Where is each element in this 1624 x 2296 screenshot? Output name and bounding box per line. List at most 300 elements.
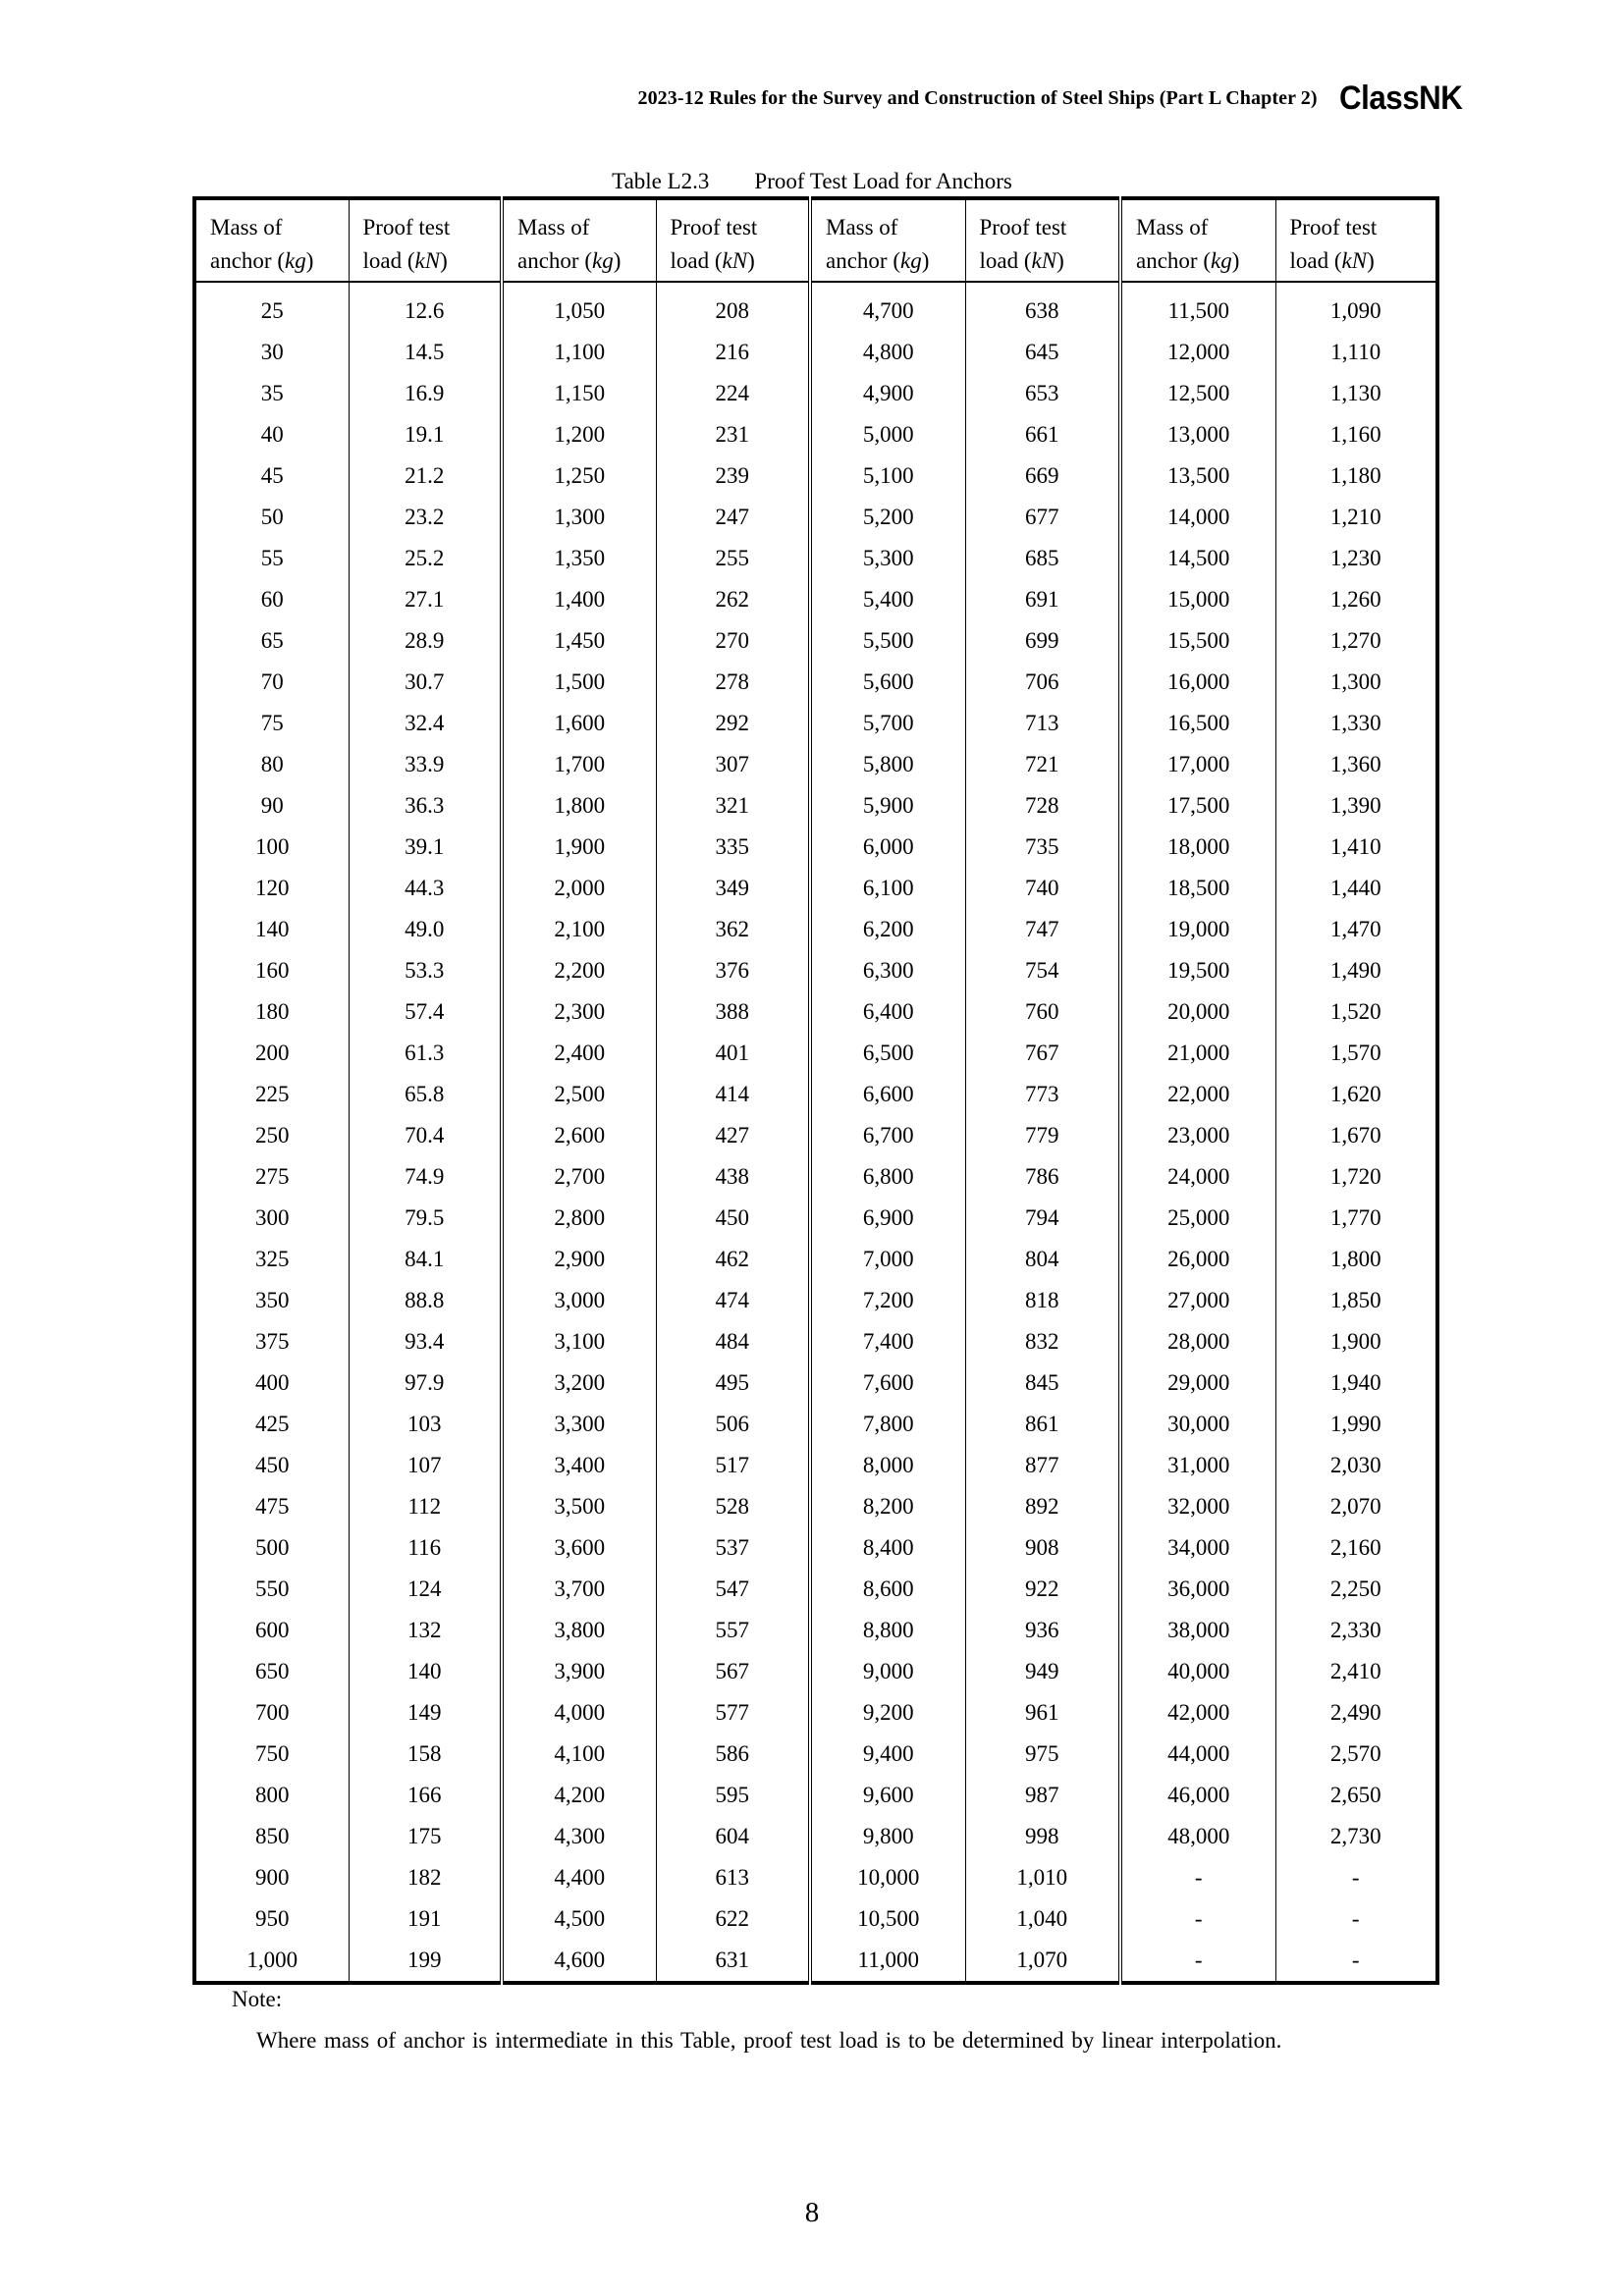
classnk-logo: ClassNK — [1338, 80, 1463, 117]
anchor-mass-cell: 19,000 — [1120, 909, 1275, 950]
proof-load-cell: 32.4 — [349, 703, 502, 744]
table-row — [194, 1775, 1437, 1816]
anchor-mass-cell: 29,000 — [1120, 1362, 1275, 1404]
proof-load-cell: 414 — [656, 1074, 810, 1115]
proof-load-cell: 388 — [656, 991, 810, 1033]
proof-load-cell: 199 — [349, 1940, 502, 1983]
header-cell-unit: load (kN) — [656, 241, 810, 282]
proof-load-cell: 892 — [965, 1486, 1120, 1527]
header-cell-unit: anchor (kg) — [194, 241, 349, 282]
proof-load-cell: 84.1 — [349, 1239, 502, 1280]
proof-load-cell: 773 — [965, 1074, 1120, 1115]
table-row — [194, 455, 1437, 497]
proof-load-cell: 987 — [965, 1775, 1120, 1816]
proof-load-cell: 728 — [965, 785, 1120, 827]
anchor-mass-cell: 15,500 — [1120, 620, 1275, 662]
proof-load-cell: 832 — [965, 1321, 1120, 1362]
anchor-mass-cell: 1,400 — [502, 579, 656, 620]
anchor-mass-cell: 16,000 — [1120, 662, 1275, 703]
proof-load-cell: 97.9 — [349, 1362, 502, 1404]
table-row — [194, 827, 1437, 868]
anchor-mass-cell: 27,000 — [1120, 1280, 1275, 1321]
proof-load-cell: 93.4 — [349, 1321, 502, 1362]
anchor-mass-cell: 13,500 — [1120, 455, 1275, 497]
anchor-mass-cell: 32,000 — [1120, 1486, 1275, 1527]
proof-load-cell: 462 — [656, 1239, 810, 1280]
anchor-mass-cell: 3,200 — [502, 1362, 656, 1404]
anchor-mass-cell: 450 — [255, 1453, 290, 1477]
anchor-mass-cell: 44,000 — [1120, 1734, 1275, 1775]
proof-load-cell: 61.3 — [349, 1033, 502, 1074]
table-row — [194, 1115, 1437, 1156]
proof-load-cell: 604 — [656, 1816, 810, 1857]
proof-load-cell: 2,570 — [1275, 1734, 1437, 1775]
proof-load-cell: 1,900 — [1275, 1321, 1437, 1362]
anchor-mass-cell: 55 — [260, 546, 284, 570]
table-row — [194, 1940, 1437, 1983]
proof-load-cell: 16.9 — [349, 373, 502, 414]
proof-load-cell: 335 — [656, 827, 810, 868]
table-body — [194, 282, 1437, 1983]
proof-load-cell: 547 — [656, 1569, 810, 1610]
table-row — [194, 282, 1437, 332]
anchor-mass-cell: 475 — [255, 1494, 290, 1519]
table-row — [194, 1239, 1437, 1280]
proof-load-cell: 2,650 — [1275, 1775, 1437, 1816]
header-cell: Proof test — [349, 198, 502, 241]
anchor-mass-cell: 10,000 — [810, 1857, 965, 1898]
proof-load-cell: 1,620 — [1275, 1074, 1437, 1115]
proof-load-cell: 1,410 — [1275, 827, 1437, 868]
anchor-mass-cell: 200 — [255, 1041, 290, 1065]
anchor-mass-cell: 2,200 — [502, 950, 656, 991]
proof-load-cell: 1,300 — [1275, 662, 1437, 703]
table-row — [194, 414, 1437, 455]
proof-load-cell: - — [1275, 1857, 1437, 1898]
proof-load-cell: 1,440 — [1275, 868, 1437, 909]
anchor-mass-cell: 40 — [260, 422, 284, 447]
header-cell: Mass of — [810, 198, 965, 241]
anchor-mass-cell: 90 — [260, 793, 284, 818]
anchor-mass-cell: 20,000 — [1120, 991, 1275, 1033]
proof-load-cell: 760 — [965, 991, 1120, 1033]
anchor-mass-cell: 2,700 — [502, 1156, 656, 1198]
proof-load-cell: 706 — [965, 662, 1120, 703]
proof-load-cell: 321 — [656, 785, 810, 827]
table-row — [194, 1280, 1437, 1321]
anchor-mass-cell: 4,400 — [502, 1857, 656, 1898]
proof-load-cell: 1,360 — [1275, 744, 1437, 785]
proof-load-cell: 577 — [656, 1692, 810, 1734]
anchor-mass-cell: 12,500 — [1120, 373, 1275, 414]
proof-load-cell: 908 — [965, 1527, 1120, 1569]
anchor-mass-cell: 7,800 — [810, 1404, 965, 1445]
proof-load-cell: 1,670 — [1275, 1115, 1437, 1156]
table-row — [194, 1816, 1437, 1857]
proof-load-cell: - — [1275, 1940, 1437, 1983]
anchor-mass-cell: 1,150 — [502, 373, 656, 414]
anchor-mass-cell: 8,200 — [810, 1486, 965, 1527]
proof-load-cell: 804 — [965, 1239, 1120, 1280]
proof-load-cell: 1,520 — [1275, 991, 1437, 1033]
proof-load-cell: 506 — [656, 1404, 810, 1445]
anchor-mass-cell: 14,500 — [1120, 538, 1275, 579]
anchor-mass-cell: 3,400 — [502, 1445, 656, 1486]
anchor-mass-cell: 4,500 — [502, 1898, 656, 1940]
proof-load-cell: 14.5 — [349, 332, 502, 373]
anchor-mass-cell: 7,200 — [810, 1280, 965, 1321]
anchor-mass-cell: 1,000 — [246, 1948, 298, 1972]
proof-load-cell: 537 — [656, 1527, 810, 1569]
proof-load-cell: 1,230 — [1275, 538, 1437, 579]
anchor-mass-cell: 18,500 — [1120, 868, 1275, 909]
anchor-mass-cell: 80 — [260, 752, 284, 776]
proof-load-cell: 270 — [656, 620, 810, 662]
proof-load-cell: 936 — [965, 1610, 1120, 1651]
proof-load-cell: 622 — [656, 1898, 810, 1940]
anchor-mass-cell: 6,700 — [810, 1115, 965, 1156]
header-cell-unit: load (kN) — [965, 241, 1120, 282]
table-row — [194, 991, 1437, 1033]
anchor-mass-cell: 3,300 — [502, 1404, 656, 1445]
anchor-mass-cell: 3,000 — [502, 1280, 656, 1321]
proof-load-cell: 669 — [965, 455, 1120, 497]
anchor-mass-cell: 120 — [255, 876, 290, 900]
anchor-mass-cell: 5,100 — [810, 455, 965, 497]
anchor-mass-cell: 8,000 — [810, 1445, 965, 1486]
anchor-mass-cell: 5,200 — [810, 497, 965, 538]
anchor-mass-cell: 70 — [260, 669, 284, 694]
anchor-mass-cell: 8,400 — [810, 1527, 965, 1569]
anchor-mass-cell: 25,000 — [1120, 1198, 1275, 1239]
proof-load-cell: 1,800 — [1275, 1239, 1437, 1280]
anchor-mass-cell: 13,000 — [1120, 414, 1275, 455]
proof-load-cell: 79.5 — [349, 1198, 502, 1239]
proof-load-cell: 2,410 — [1275, 1651, 1437, 1692]
proof-load-cell: 998 — [965, 1816, 1120, 1857]
anchor-mass-cell: 850 — [255, 1824, 290, 1848]
proof-load-cell: 1,390 — [1275, 785, 1437, 827]
anchor-mass-cell: 8,600 — [810, 1569, 965, 1610]
anchor-mass-cell: 36,000 — [1120, 1569, 1275, 1610]
anchor-mass-cell: 17,500 — [1120, 785, 1275, 827]
proof-load-cell: 70.4 — [349, 1115, 502, 1156]
proof-load-cell: 140 — [349, 1651, 502, 1692]
table-row — [194, 1898, 1437, 1940]
anchor-mass-cell: 3,600 — [502, 1527, 656, 1569]
proof-load-cell: 779 — [965, 1115, 1120, 1156]
table-row — [194, 1486, 1437, 1527]
proof-load-cell: 1,070 — [965, 1940, 1120, 1983]
anchor-mass-cell: 6,200 — [810, 909, 965, 950]
table-row — [194, 620, 1437, 662]
anchor-mass-cell: 3,700 — [502, 1569, 656, 1610]
anchor-mass-cell: 42,000 — [1120, 1692, 1275, 1734]
anchor-mass-cell: 11,000 — [810, 1940, 965, 1983]
proof-load-cell: 1,010 — [965, 1857, 1120, 1898]
proof-load-cell: 2,030 — [1275, 1445, 1437, 1486]
anchor-mass-cell: 350 — [255, 1288, 290, 1312]
anchor-mass-cell: 6,300 — [810, 950, 965, 991]
proof-load-cell: 278 — [656, 662, 810, 703]
anchor-mass-cell: 500 — [255, 1535, 290, 1560]
anchor-mass-cell: 17,000 — [1120, 744, 1275, 785]
proof-load-cell: 88.8 — [349, 1280, 502, 1321]
header-cell-unit: anchor (kg) — [810, 241, 965, 282]
table-row — [194, 373, 1437, 414]
proof-load-cell: 613 — [656, 1857, 810, 1898]
anchor-mass-cell: 600 — [255, 1618, 290, 1642]
anchor-mass-cell: 100 — [255, 834, 290, 859]
proof-load-cell: 735 — [965, 827, 1120, 868]
table-row — [194, 744, 1437, 785]
proof-load-cell: 975 — [965, 1734, 1120, 1775]
anchor-mass-cell: 5,800 — [810, 744, 965, 785]
anchor-mass-cell: - — [1120, 1940, 1275, 1983]
proof-load-cell: 112 — [349, 1486, 502, 1527]
anchor-mass-cell: 21,000 — [1120, 1033, 1275, 1074]
anchor-mass-cell: 4,700 — [810, 282, 965, 332]
anchor-mass-cell: 7,400 — [810, 1321, 965, 1362]
proof-load-cell: 721 — [965, 744, 1120, 785]
proof-load-cell: 21.2 — [349, 455, 502, 497]
anchor-mass-cell: 750 — [255, 1741, 290, 1766]
proof-load-cell: 1,330 — [1275, 703, 1437, 744]
running-header — [0, 75, 1473, 122]
proof-load-cell: 567 — [656, 1651, 810, 1692]
table-row — [194, 785, 1437, 827]
proof-load-cell: 27.1 — [349, 579, 502, 620]
anchor-mass-cell: 60 — [260, 587, 284, 612]
anchor-mass-cell: 375 — [255, 1329, 290, 1354]
anchor-mass-cell: 5,400 — [810, 579, 965, 620]
anchor-mass-cell: 2,600 — [502, 1115, 656, 1156]
anchor-mass-cell: 34,000 — [1120, 1527, 1275, 1569]
anchor-mass-cell: 6,600 — [810, 1074, 965, 1115]
proof-load-cell: 1,940 — [1275, 1362, 1437, 1404]
anchor-mass-cell: 2,500 — [502, 1074, 656, 1115]
anchor-mass-cell: 250 — [255, 1123, 290, 1148]
header-cell-unit: load (kN) — [349, 241, 502, 282]
anchor-mass-cell: 700 — [255, 1700, 290, 1725]
anchor-mass-cell: 4,200 — [502, 1775, 656, 1816]
anchor-mass-cell: 6,500 — [810, 1033, 965, 1074]
proof-load-cell: 124 — [349, 1569, 502, 1610]
anchor-mass-cell: 4,300 — [502, 1816, 656, 1857]
proof-load-cell: 949 — [965, 1651, 1120, 1692]
anchor-mass-cell: 1,800 — [502, 785, 656, 827]
anchor-mass-cell: 9,000 — [810, 1651, 965, 1692]
table-row — [194, 662, 1437, 703]
anchor-mass-cell: 9,400 — [810, 1734, 965, 1775]
table-row — [194, 1569, 1437, 1610]
proof-load-cell: 247 — [656, 497, 810, 538]
note-text: Where mass of anchor is intermediate in this Table, proof test load is to be determined by linear interpolation. — [256, 2028, 1282, 2053]
anchor-mass-cell: 160 — [255, 958, 290, 983]
anchor-mass-cell: 4,800 — [810, 332, 965, 373]
anchor-mass-cell: 2,800 — [502, 1198, 656, 1239]
anchor-mass-cell: 19,500 — [1120, 950, 1275, 991]
table-row — [194, 1692, 1437, 1734]
proof-load-cell: 191 — [349, 1898, 502, 1940]
proof-load-cell: 691 — [965, 579, 1120, 620]
proof-load-cell: 149 — [349, 1692, 502, 1734]
proof-load-cell: 1,990 — [1275, 1404, 1437, 1445]
anchor-mass-cell: 650 — [255, 1659, 290, 1683]
anchor-mass-cell: 50 — [260, 505, 284, 529]
proof-load-cell: 362 — [656, 909, 810, 950]
proof-load-cell: 645 — [965, 332, 1120, 373]
proof-load-cell: 922 — [965, 1569, 1120, 1610]
proof-load-cell: 1,180 — [1275, 455, 1437, 497]
proof-load-cell: 961 — [965, 1692, 1120, 1734]
header-cell: Mass of — [1120, 198, 1275, 241]
proof-load-cell: 2,160 — [1275, 1527, 1437, 1569]
anchor-mass-cell: 5,000 — [810, 414, 965, 455]
header-cell-unit: anchor (kg) — [502, 241, 656, 282]
anchor-mass-cell: 2,400 — [502, 1033, 656, 1074]
proof-load-cell: 2,250 — [1275, 1569, 1437, 1610]
anchor-mass-cell: 275 — [255, 1164, 290, 1189]
header-cell: Proof test — [965, 198, 1120, 241]
anchor-mass-cell: 180 — [255, 999, 290, 1024]
table-row — [194, 950, 1437, 991]
proof-load-cell: 216 — [656, 332, 810, 373]
anchor-mass-cell: 31,000 — [1120, 1445, 1275, 1486]
proof-load-cell: 39.1 — [349, 827, 502, 868]
proof-load-cell: 631 — [656, 1940, 810, 1983]
table-row — [194, 1857, 1437, 1898]
anchor-mass-cell: 75 — [260, 711, 284, 735]
anchor-mass-cell: 425 — [255, 1412, 290, 1436]
anchor-mass-cell: 40,000 — [1120, 1651, 1275, 1692]
anchor-mass-cell: 4,000 — [502, 1692, 656, 1734]
proof-load-cell: 638 — [965, 282, 1120, 332]
proof-load-cell: 239 — [656, 455, 810, 497]
anchor-mass-cell: 1,300 — [502, 497, 656, 538]
anchor-mass-cell: 5,700 — [810, 703, 965, 744]
proof-load-cell: 36.3 — [349, 785, 502, 827]
proof-load-cell: 586 — [656, 1734, 810, 1775]
anchor-mass-cell: 65 — [260, 628, 284, 653]
proof-load-cell: 1,490 — [1275, 950, 1437, 991]
anchor-mass-cell: 3,500 — [502, 1486, 656, 1527]
proof-load-cell: 653 — [965, 373, 1120, 414]
proof-load-cell: 175 — [349, 1816, 502, 1857]
anchor-mass-cell: 4,600 — [502, 1940, 656, 1983]
anchor-mass-cell: 5,600 — [810, 662, 965, 703]
proof-load-cell: 1,470 — [1275, 909, 1437, 950]
proof-load-cell: 685 — [965, 538, 1120, 579]
anchor-mass-cell: 28,000 — [1120, 1321, 1275, 1362]
proof-load-cell: 747 — [965, 909, 1120, 950]
anchor-mass-cell: 7,000 — [810, 1239, 965, 1280]
anchor-mass-cell: 12,000 — [1120, 332, 1275, 373]
anchor-mass-cell: 5,900 — [810, 785, 965, 827]
anchor-mass-cell: 400 — [255, 1370, 290, 1395]
proof-load-cell: 30.7 — [349, 662, 502, 703]
anchor-mass-cell: 800 — [255, 1783, 290, 1807]
proof-load-cell: 53.3 — [349, 950, 502, 991]
anchor-mass-cell: 6,000 — [810, 827, 965, 868]
proof-load-cell: 557 — [656, 1610, 810, 1651]
proof-load-cell: 818 — [965, 1280, 1120, 1321]
proof-load-cell: 376 — [656, 950, 810, 991]
table-caption: Table L2.3 Proof Test Load for Anchors — [612, 169, 1012, 193]
anchor-mass-cell: 15,000 — [1120, 579, 1275, 620]
anchor-mass-cell: 30 — [260, 340, 284, 364]
table-row — [194, 1651, 1437, 1692]
proof-load-cell: 474 — [656, 1280, 810, 1321]
proof-load-cell: 1,130 — [1275, 373, 1437, 414]
anchor-mass-cell: 26,000 — [1120, 1239, 1275, 1280]
anchor-mass-cell: 46,000 — [1120, 1775, 1275, 1816]
proof-load-cell: 699 — [965, 620, 1120, 662]
anchor-mass-cell: 6,800 — [810, 1156, 965, 1198]
header-cell: Mass of — [210, 215, 283, 240]
proof-load-cell: 1,770 — [1275, 1198, 1437, 1239]
table-row — [194, 868, 1437, 909]
proof-load-cell: 754 — [965, 950, 1120, 991]
table-row — [194, 1362, 1437, 1404]
proof-load-cell: 740 — [965, 868, 1120, 909]
anchor-mass-cell: 1,500 — [502, 662, 656, 703]
proof-load-cell: 794 — [965, 1198, 1120, 1239]
note-label: Note: — [232, 1987, 283, 2011]
proof-load-cell: 861 — [965, 1404, 1120, 1445]
proof-load-cell: 262 — [656, 579, 810, 620]
proof-load-cell: 2,730 — [1275, 1816, 1437, 1857]
proof-load-cell: 349 — [656, 868, 810, 909]
header-cell: Mass of — [502, 198, 656, 241]
proof-load-cell: 103 — [349, 1404, 502, 1445]
proof-load-cell: 1,850 — [1275, 1280, 1437, 1321]
anchor-mass-cell: 950 — [255, 1906, 290, 1931]
proof-load-cell: 231 — [656, 414, 810, 455]
proof-load-cell: 713 — [965, 703, 1120, 744]
anchor-mass-cell: 14,000 — [1120, 497, 1275, 538]
anchor-mass-cell: 18,000 — [1120, 827, 1275, 868]
proof-load-cell: 1,570 — [1275, 1033, 1437, 1074]
anchor-mass-cell: 1,050 — [502, 282, 656, 332]
proof-load-cell: 450 — [656, 1198, 810, 1239]
anchor-mass-cell: 2,100 — [502, 909, 656, 950]
anchor-mass-cell: 11,500 — [1120, 282, 1275, 332]
proof-load-cell: 182 — [349, 1857, 502, 1898]
header-cell: Proof test — [1275, 198, 1437, 241]
proof-load-cell: 57.4 — [349, 991, 502, 1033]
anchor-mass-cell: 325 — [255, 1247, 290, 1271]
header-cell-unit: load (kN) — [1275, 241, 1437, 282]
anchor-mass-cell: 225 — [255, 1082, 290, 1106]
proof-load-cell: 677 — [965, 497, 1120, 538]
anchor-mass-cell: 6,400 — [810, 991, 965, 1033]
proof-load-cell: 23.2 — [349, 497, 502, 538]
proof-load-cell: 292 — [656, 703, 810, 744]
anchor-mass-cell: 9,800 — [810, 1816, 965, 1857]
anchor-mass-cell: 1,100 — [502, 332, 656, 373]
table-row — [194, 1321, 1437, 1362]
proof-load-cell: 132 — [349, 1610, 502, 1651]
proof-load-cell: 786 — [965, 1156, 1120, 1198]
anchor-mass-cell: 1,450 — [502, 620, 656, 662]
anchor-mass-cell: 48,000 — [1120, 1816, 1275, 1857]
anchor-mass-cell: 10,500 — [810, 1898, 965, 1940]
proof-load-cell: 401 — [656, 1033, 810, 1074]
anchor-mass-cell: - — [1120, 1857, 1275, 1898]
table-header-row-2 — [194, 241, 1437, 282]
proof-load-cell: 1,260 — [1275, 579, 1437, 620]
